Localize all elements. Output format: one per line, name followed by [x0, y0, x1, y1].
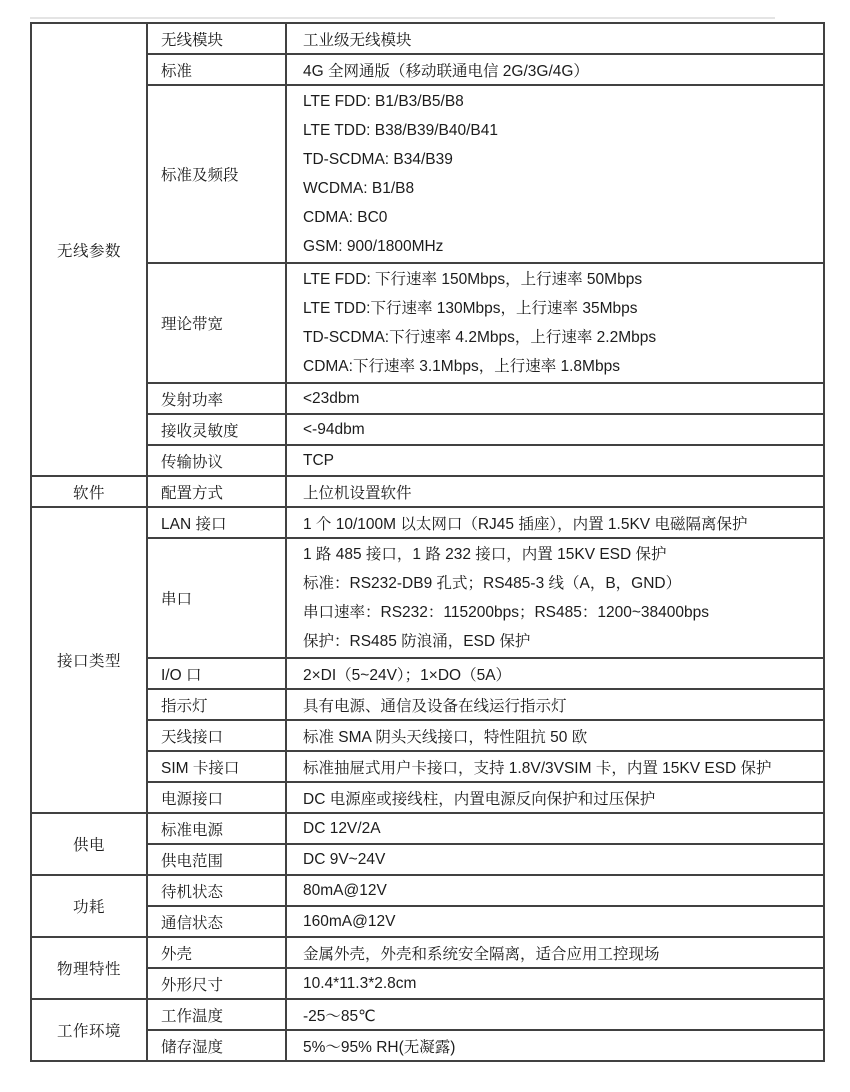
param-label: 指示灯: [147, 689, 286, 720]
table-row: [31, 937, 824, 968]
table-row: [31, 999, 824, 1030]
param-value: [286, 937, 824, 968]
table-row: [31, 383, 824, 414]
param-value: [286, 23, 824, 54]
param-label: 标准及频段: [147, 85, 286, 263]
value-text: 工业级无线模块: [303, 31, 412, 49]
value-text: 标准 SMA 阴头天线接口，特性阻抗 50 欧: [303, 728, 588, 746]
param-label: 供电范围: [147, 844, 286, 875]
param-label: 电源接口: [147, 782, 286, 813]
param-value: [286, 906, 824, 937]
param-value: [286, 689, 824, 720]
param-label: 串口: [147, 538, 286, 658]
table-row: [31, 844, 824, 875]
value-line: GSM: 900/1800MHz: [303, 238, 444, 255]
param-label: 发射功率: [147, 383, 286, 414]
param-label: I/O 口: [147, 658, 286, 689]
value-line: 1 路 485 接口，1 路 232 接口，内置 15KV ESD 保护: [303, 546, 667, 563]
table-row: [31, 906, 824, 937]
param-value: [286, 507, 824, 538]
table-row: [31, 507, 824, 538]
value-text: DC 12V/2A: [303, 819, 381, 837]
value-text: 具有电源、通信及设备在线运行指示灯: [303, 697, 567, 715]
value-text: -25～85℃: [303, 1007, 376, 1025]
value-line: CDMA: BC0: [303, 209, 388, 226]
param-value: [286, 782, 824, 813]
table-row: [31, 476, 824, 507]
param-value: [286, 383, 824, 414]
category-cell-physical: 物理特性: [31, 937, 147, 999]
param-value: [286, 999, 824, 1030]
table-row: [31, 85, 824, 263]
value-line: WCDMA: B1/B8: [303, 180, 415, 197]
table-row: [31, 414, 824, 445]
value-line: LTE TDD:下行速率 130Mbps，上行速率 35Mbps: [303, 300, 638, 317]
value-text: 1 个 10/100M 以太网口（RJ45 插座），内置 1.5KV 电磁隔离保护: [303, 515, 748, 533]
param-label: 通信状态: [147, 906, 286, 937]
param-label: 接收灵敏度: [147, 414, 286, 445]
param-value: [286, 968, 824, 999]
value-text: 5%～95% RH(无凝露): [303, 1038, 456, 1056]
value-text: 2×DI（5~24V）；1×DO（5A）: [303, 666, 512, 684]
table-row: [31, 782, 824, 813]
table-row: [31, 720, 824, 751]
table-row: [31, 813, 824, 844]
param-label: 外形尺寸: [147, 968, 286, 999]
value-line: LTE FDD: B1/B3/B5/B8: [303, 93, 464, 110]
param-value: [286, 658, 824, 689]
category-cell-power-consumption: 功耗: [31, 875, 147, 937]
param-label: 外壳: [147, 937, 286, 968]
category-cell-interface: 接口类型: [31, 507, 147, 813]
param-value: [286, 445, 824, 476]
value-text: TCP: [303, 451, 334, 469]
value-line: LTE TDD: B38/B39/B40/B41: [303, 122, 499, 139]
param-label: 理论带宽: [147, 263, 286, 383]
value-line: TD-SCDMA:下行速率 4.2Mbps，上行速率 2.2Mbps: [303, 329, 657, 346]
value-text: 10.4*11.3*2.8cm: [303, 974, 417, 992]
value-line: CDMA:下行速率 3.1Mbps，上行速率 1.8Mbps: [303, 358, 620, 375]
param-value: [286, 85, 824, 263]
value-text: 80mA@12V: [303, 881, 387, 899]
table-row: [31, 263, 824, 383]
value-text: 160mA@12V: [303, 912, 396, 930]
param-value: [286, 54, 824, 85]
value-line: 标准：RS232-DB9 孔式；RS485-3 线（A，B，GND）: [303, 575, 682, 592]
table-row: [31, 1030, 824, 1061]
param-value: [286, 875, 824, 906]
category-cell-software: 软件: [31, 476, 147, 507]
value-text: <23dbm: [303, 389, 360, 407]
param-label: 天线接口: [147, 720, 286, 751]
value-text: 4G 全网通版（移动联通电信 2G/3G/4G）: [303, 62, 589, 80]
param-label: LAN 接口: [147, 507, 286, 538]
value-text: DC 9V~24V: [303, 850, 386, 868]
param-value: [286, 414, 824, 445]
value-line: TD-SCDMA: B34/B39: [303, 151, 453, 168]
param-value: [286, 1030, 824, 1061]
table-row: [31, 875, 824, 906]
param-label: SIM 卡接口: [147, 751, 286, 782]
param-value: [286, 844, 824, 875]
value-line: LTE FDD: 下行速率 150Mbps，上行速率 50Mbps: [303, 271, 643, 288]
table-row: [31, 689, 824, 720]
param-value: [286, 751, 824, 782]
param-value: [286, 813, 824, 844]
param-value: [286, 538, 824, 658]
category-cell-environment: 工作环境: [31, 999, 147, 1061]
param-label: 标准电源: [147, 813, 286, 844]
param-label: 无线模块: [147, 23, 286, 54]
value-text: 金属外壳，外壳和系统安全隔离，适合应用工控现场: [303, 945, 660, 963]
param-label: 工作温度: [147, 999, 286, 1030]
category-cell-power-supply: 供电: [31, 813, 147, 875]
param-label: 配置方式: [147, 476, 286, 507]
category-cell-wireless: 无线参数: [31, 23, 147, 476]
table-row: [31, 968, 824, 999]
spec-table: [30, 22, 825, 1062]
param-label: 待机状态: [147, 875, 286, 906]
param-label: 传输协议: [147, 445, 286, 476]
scan-artifact-line: [30, 17, 775, 19]
value-text: <-94dbm: [303, 420, 365, 438]
value-text: 上位机设置软件: [303, 484, 412, 502]
table-row: [31, 445, 824, 476]
table-row: [31, 538, 824, 658]
value-line: 串口速率：RS232：115200bps；RS485：1200~38400bps: [303, 604, 709, 621]
table-row: [31, 23, 824, 54]
param-value: [286, 720, 824, 751]
table-row: [31, 658, 824, 689]
value-text: DC 电源座或接线柱，内置电源反向保护和过压保护: [303, 790, 656, 808]
value-line: 保护：RS485 防浪涌，ESD 保护: [303, 633, 531, 650]
table-row: [31, 54, 824, 85]
value-text: 标准抽屉式用户卡接口，支持 1.8V/3VSIM 卡，内置 15KV ESD 保护: [303, 759, 772, 777]
param-value: [286, 263, 824, 383]
table-row: [31, 751, 824, 782]
param-label: 标准: [147, 54, 286, 85]
param-value: [286, 476, 824, 507]
param-label: 储存湿度: [147, 1030, 286, 1061]
